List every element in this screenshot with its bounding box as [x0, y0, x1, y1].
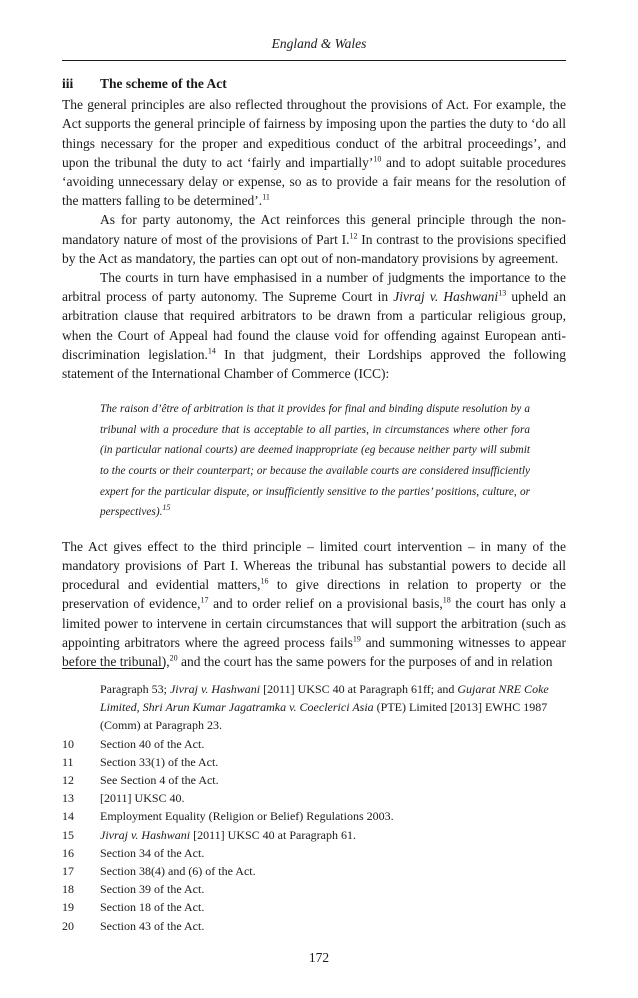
footnote-text: Section 38(4) and (6) of the Act. [100, 864, 256, 879]
footnote-ref-17[interactable]: 17 [200, 595, 209, 605]
footnote-case-name: Jivraj v. Hashwani [100, 827, 191, 842]
footnote-10 [62, 735, 566, 753]
para4-text-f: and the court has the same powers for the purposes of and in relation [177, 654, 553, 670]
paragraph-4 [62, 537, 566, 671]
fn-cont-case-1: Jivraj v. Hashwani [169, 682, 261, 696]
paragraph-2 [62, 210, 566, 268]
footnote-number: 20 [62, 918, 74, 933]
footnote-text: [2011] UKSC 40. [100, 791, 185, 806]
footnote-ref-19[interactable]: 19 [352, 634, 361, 644]
footnote-text: [2011] UKSC 40 at Paragraph 61. [190, 827, 356, 842]
header-rule [62, 60, 566, 61]
para1-text-a: The general principles are also reflected throughout the provisions of Act. For example, the Act supports the general principle of fairness by imposing upon the parties the duty to ‘do all things necessary for the proper and expeditious conduct of the arbitral proceedings’, and upon the tribunal the duty to act ‘fairly and impartially’ [62, 97, 566, 170]
para4-text-c: and to order relief on a provisional basis, [208, 596, 443, 612]
fn-cont-text-a: Paragraph 53; [100, 682, 170, 696]
footnote-number: 16 [62, 845, 74, 860]
footnote-text: Section 39 of the Act. [100, 882, 205, 897]
footnote-number: 14 [62, 809, 74, 824]
footnote-ref-13[interactable]: 13 [498, 288, 507, 298]
footnote-14 [62, 807, 566, 825]
paragraph-3 [62, 268, 566, 383]
footnote-ref-16[interactable]: 16 [260, 576, 269, 586]
footnote-text: Section 40 of the Act. [100, 736, 205, 751]
page-number: 172 [308, 950, 330, 965]
block-quote [100, 399, 530, 523]
footnote-ref-10[interactable]: 10 [373, 154, 382, 164]
footnote-15 [62, 826, 566, 844]
footnote-rule [62, 668, 164, 669]
footnote-number: 17 [62, 864, 74, 879]
footnote-ref-18[interactable]: 18 [442, 595, 451, 605]
footnote-20 [62, 917, 566, 935]
footnote-11 [62, 753, 566, 771]
footnote-16 [62, 844, 566, 862]
footnote-number: 19 [62, 900, 74, 915]
footnote-ref-15[interactable]: 15 [162, 503, 171, 513]
para4-text-a: The Act gives effect to the third principle – limited court intervention – in many of the mandatory provisions of Part I. Whereas the tribunal has substantial powers to decide all procedural and evidential matters, [62, 538, 566, 593]
para4-text-e: and summoning witnesses to appear before the tribunal), [62, 634, 566, 670]
para1-text-b: and to adopt suitable procedures ‘avoiding unnecessary delay or expense, so as to provide a fair means for the resolution of the matters falling to be determined’. [62, 154, 566, 209]
footnote-ref-11[interactable]: 11 [262, 192, 270, 202]
footnote-number: 12 [62, 773, 74, 788]
section-heading [62, 74, 566, 93]
footnote-number: 15 [62, 827, 74, 842]
para2-text-a: As for party autonomy, the Act reinforces this general principle through the non-mandatory nature of most of the provisions of Part I. [62, 212, 566, 247]
fn-cont-text-b: [2011] UKSC 40 at Paragraph 61ff; and [260, 682, 458, 696]
footnotes [62, 680, 566, 935]
footnote-number: 18 [62, 882, 74, 897]
paragraph-1 [62, 95, 566, 210]
footnote-continuation [62, 680, 566, 735]
running-head: England & Wales [271, 36, 367, 51]
footnote-13 [62, 789, 566, 807]
footnote-17 [62, 862, 566, 880]
section-title: The scheme of the Act [100, 76, 227, 91]
footnote-text: Section 18 of the Act. [100, 900, 205, 915]
para3-text-a: The courts in turn have emphasised in a number of judgments the importance to the arbitral process of party autonomy. The Supreme Court in [62, 270, 566, 305]
footnote-text: Section 33(1) of the Act. [100, 754, 219, 769]
footnote-19 [62, 898, 566, 916]
section-number: iii [62, 76, 74, 91]
footnote-text: Section 34 of the Act. [100, 845, 205, 860]
case-name: Jivraj v. Hashwani [393, 289, 499, 305]
para3-text-b: upheld an arbitration clause that required arbitrators to be drawn from a particular religious group, when the Court of Appeal had found the clause void for offending against European anti-discrimination legislation. [62, 289, 566, 362]
quote-text: The raison d’être of arbitration is that it provides for final and binding dispute resolution by a tribunal with a procedure that is acceptable to all parties, in circumstances where other fora (in particular national courts) are deemed inappropriate (eg because neither party will submit to the courts or their counterpart; or because the available courts are considered insufficiently expert for the particular dispute, or insufficiently sensitive to the parties’ positions, culture, or perspectives). [100, 403, 530, 519]
para4-text-d: the court has only a limited power to intervene in certain circumstances that will support the arbitration (such as appointing arbitrators where the agreed process fails [62, 596, 566, 650]
main-text [62, 74, 566, 671]
footnote-12 [62, 771, 566, 789]
footnote-number: 13 [62, 791, 74, 806]
fn-cont-case-2: Gujarat NRE Coke Limited, Shri Arun Kumar Jagatramka v. Coeclerici Asia [100, 682, 549, 715]
footnote-text: Employment Equality (Religion or Belief) Regulations 2003. [100, 809, 394, 824]
footnote-18 [62, 880, 566, 898]
para3-text-c: In that judgment, their Lordships approved the following statement of the International Chamber of Commerce (ICC): [62, 346, 566, 382]
footnote-ref-20[interactable]: 20 [169, 653, 178, 663]
footnote-text: See Section 4 of the Act. [100, 773, 219, 788]
fn-cont-text-c: (PTE) Limited [2013] EWHC 1987 (Comm) at Paragraph 23. [100, 700, 548, 733]
footnote-number: 10 [62, 736, 74, 751]
footnote-ref-12[interactable]: 12 [349, 231, 358, 241]
para4-text-b: to give directions in relation to property or the preservation of evidence, [62, 577, 566, 612]
footnote-number: 11 [62, 754, 74, 769]
footnote-ref-14[interactable]: 14 [207, 346, 216, 356]
footnote-text: Section 43 of the Act. [100, 918, 205, 933]
para2-text-b: In contrast to the provisions specified by the Act as mandatory, the parties can opt out of non-mandatory provisions by agreement. [62, 231, 566, 266]
